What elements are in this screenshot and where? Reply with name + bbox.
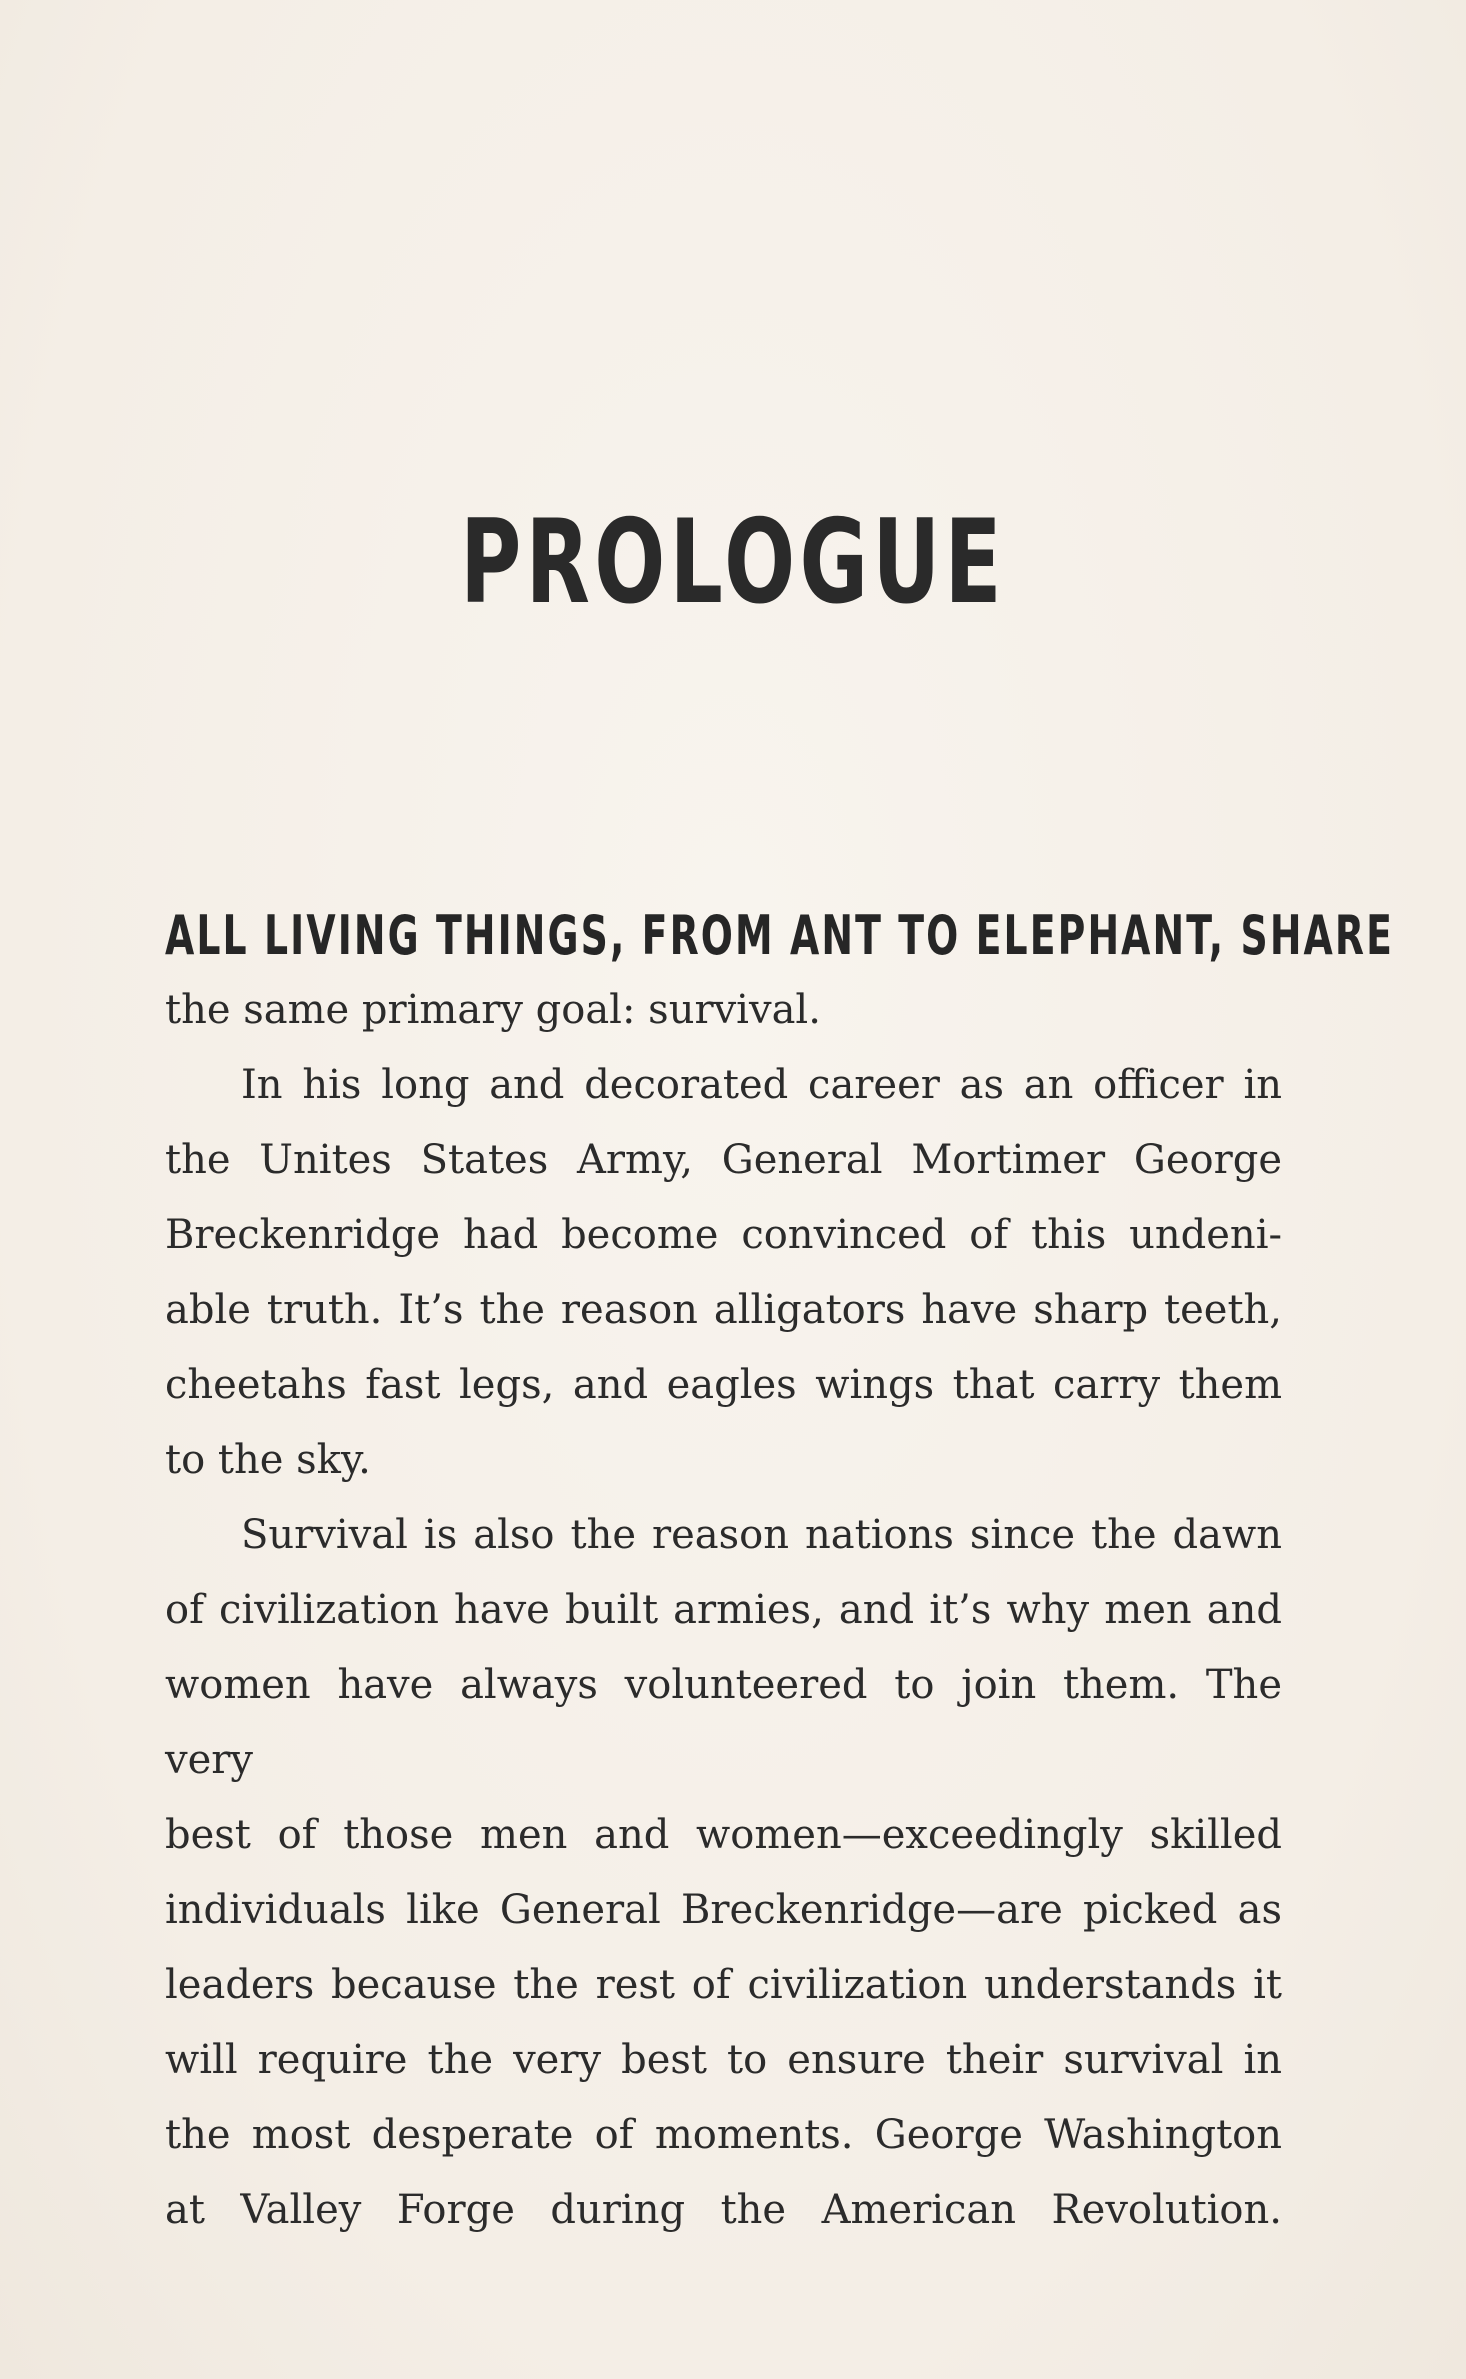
chapter-title: PROLOGUE	[460, 495, 1006, 630]
text-line: the most desperate of moments. George Washington	[165, 2112, 1282, 2158]
text-line: Survival is also the reason nations since the dawn	[241, 1512, 1282, 1558]
text-line: Breckenridge had become convinced of this undeni-	[165, 1212, 1282, 1258]
chapter-body	[165, 898, 1395, 2248]
text-line: to the sky.	[165, 1437, 371, 1483]
text-line: the same primary goal: survival.	[165, 987, 821, 1033]
text-line: the Unites States Army, General Mortimer George	[165, 1137, 1282, 1183]
text-line: leaders because the rest of civilization understands it	[165, 1962, 1282, 2008]
text-line: individuals like General Breckenridge—are picked as	[165, 1887, 1282, 1933]
text-line: In his long and decorated career as an officer in	[241, 1062, 1282, 1108]
paragraph-2	[165, 1048, 1282, 1498]
paragraph-1	[165, 973, 1282, 1048]
text-line: will require the very best to ensure their survival in	[165, 2037, 1282, 2083]
lead-in-text: ALL LIVING THINGS, FROM ANT TO ELEPHANT, SHARE	[165, 904, 1395, 967]
text-line: best of those men and women—exceedingly skilled	[165, 1812, 1282, 1858]
text-line: able truth. It’s the reason alligators have sharp teeth,	[165, 1287, 1282, 1333]
text-line: cheetahs fast legs, and eagles wings that carry them	[165, 1362, 1282, 1408]
text-line: women have always volunteered to join them. The very	[165, 1662, 1282, 1783]
text-line: at Valley Forge during the American Revolution.	[165, 2187, 1282, 2233]
text-line: of civilization have built armies, and it’s why men and	[165, 1587, 1282, 1633]
paragraph-3	[165, 1498, 1282, 2248]
